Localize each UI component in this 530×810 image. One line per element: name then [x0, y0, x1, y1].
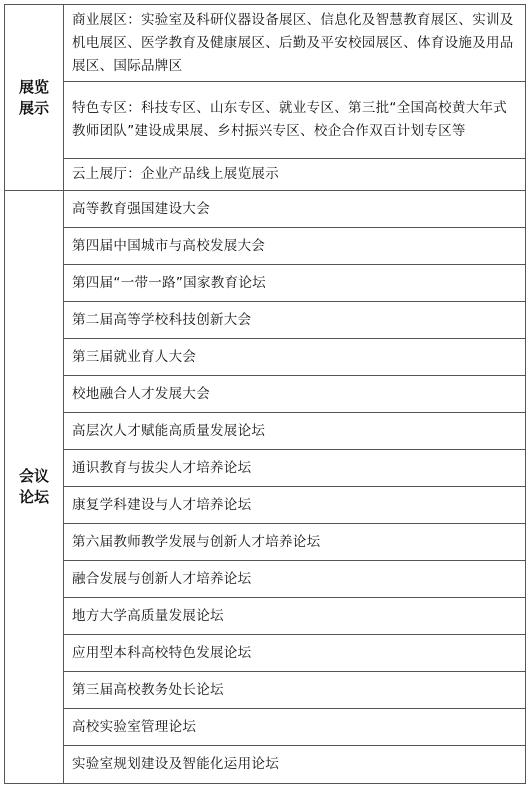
table-cell: 第二届高等学校科技创新大会 [64, 302, 526, 339]
table-row [5, 159, 526, 191]
table-row [5, 302, 526, 339]
table-row [5, 598, 526, 635]
table-cell: 融合发展与创新人才培养论坛 [64, 561, 526, 598]
category-label: 会议论坛 [18, 467, 49, 506]
table-cell: 康复学科建设与人才培养论坛 [64, 487, 526, 524]
category-label: 展览展示 [18, 77, 49, 117]
table-cell: 高等教育强国建设大会 [64, 191, 526, 228]
table-cell: 地方大学高质量发展论坛 [64, 598, 526, 635]
table-cell: 特色专区：科技专区、山东专区、就业专区、第三批“全国高校黄大年式教师团队”建设成果展、乡村振兴专区、校企合作双百计划专区等 [64, 82, 526, 159]
table-cell: 第四届“一带一路”国家教育论坛 [64, 265, 526, 302]
table-row [5, 450, 526, 487]
table-cell: 高层次人才赋能高质量发展论坛 [64, 413, 526, 450]
table-row [5, 339, 526, 376]
table-cell: 校地融合人才发展大会 [64, 376, 526, 413]
table-cell: 第四届中国城市与高校发展大会 [64, 228, 526, 265]
table-row [5, 413, 526, 450]
category-cell-conference [5, 191, 64, 784]
table-cell: 云上展厅：企业产品线上展览展示 [64, 159, 526, 191]
table-row [5, 487, 526, 524]
table-cell: 第三届高校教务处长论坛 [64, 672, 526, 709]
table-row [5, 709, 526, 746]
table-row [5, 746, 526, 784]
table-row [5, 191, 526, 228]
table-row [5, 635, 526, 672]
table-row [5, 82, 526, 159]
event-schedule-table [4, 4, 526, 784]
category-cell-exhibition [5, 5, 64, 191]
table-row [5, 672, 526, 709]
table-cell: 商业展区：实验室及科研仪器设备展区、信息化及智慧教育展区、实训及机电展区、医学教育及健康展区、后勤及平安校园展区、体育设施及用品展区、国际品牌区 [64, 5, 526, 82]
table-cell: 第三届就业育人大会 [64, 339, 526, 376]
table-cell: 高校实验室管理论坛 [64, 709, 526, 746]
table-row [5, 228, 526, 265]
table-cell: 应用型本科高校特色发展论坛 [64, 635, 526, 672]
table-row [5, 524, 526, 561]
table-row [5, 376, 526, 413]
table-row [5, 265, 526, 302]
table-row [5, 5, 526, 82]
table-cell: 通识教育与拔尖人才培养论坛 [64, 450, 526, 487]
table-cell: 第六届教师教学发展与创新人才培养论坛 [64, 524, 526, 561]
table-cell: 实验室规划建设及智能化运用论坛 [64, 746, 526, 784]
table-row [5, 561, 526, 598]
